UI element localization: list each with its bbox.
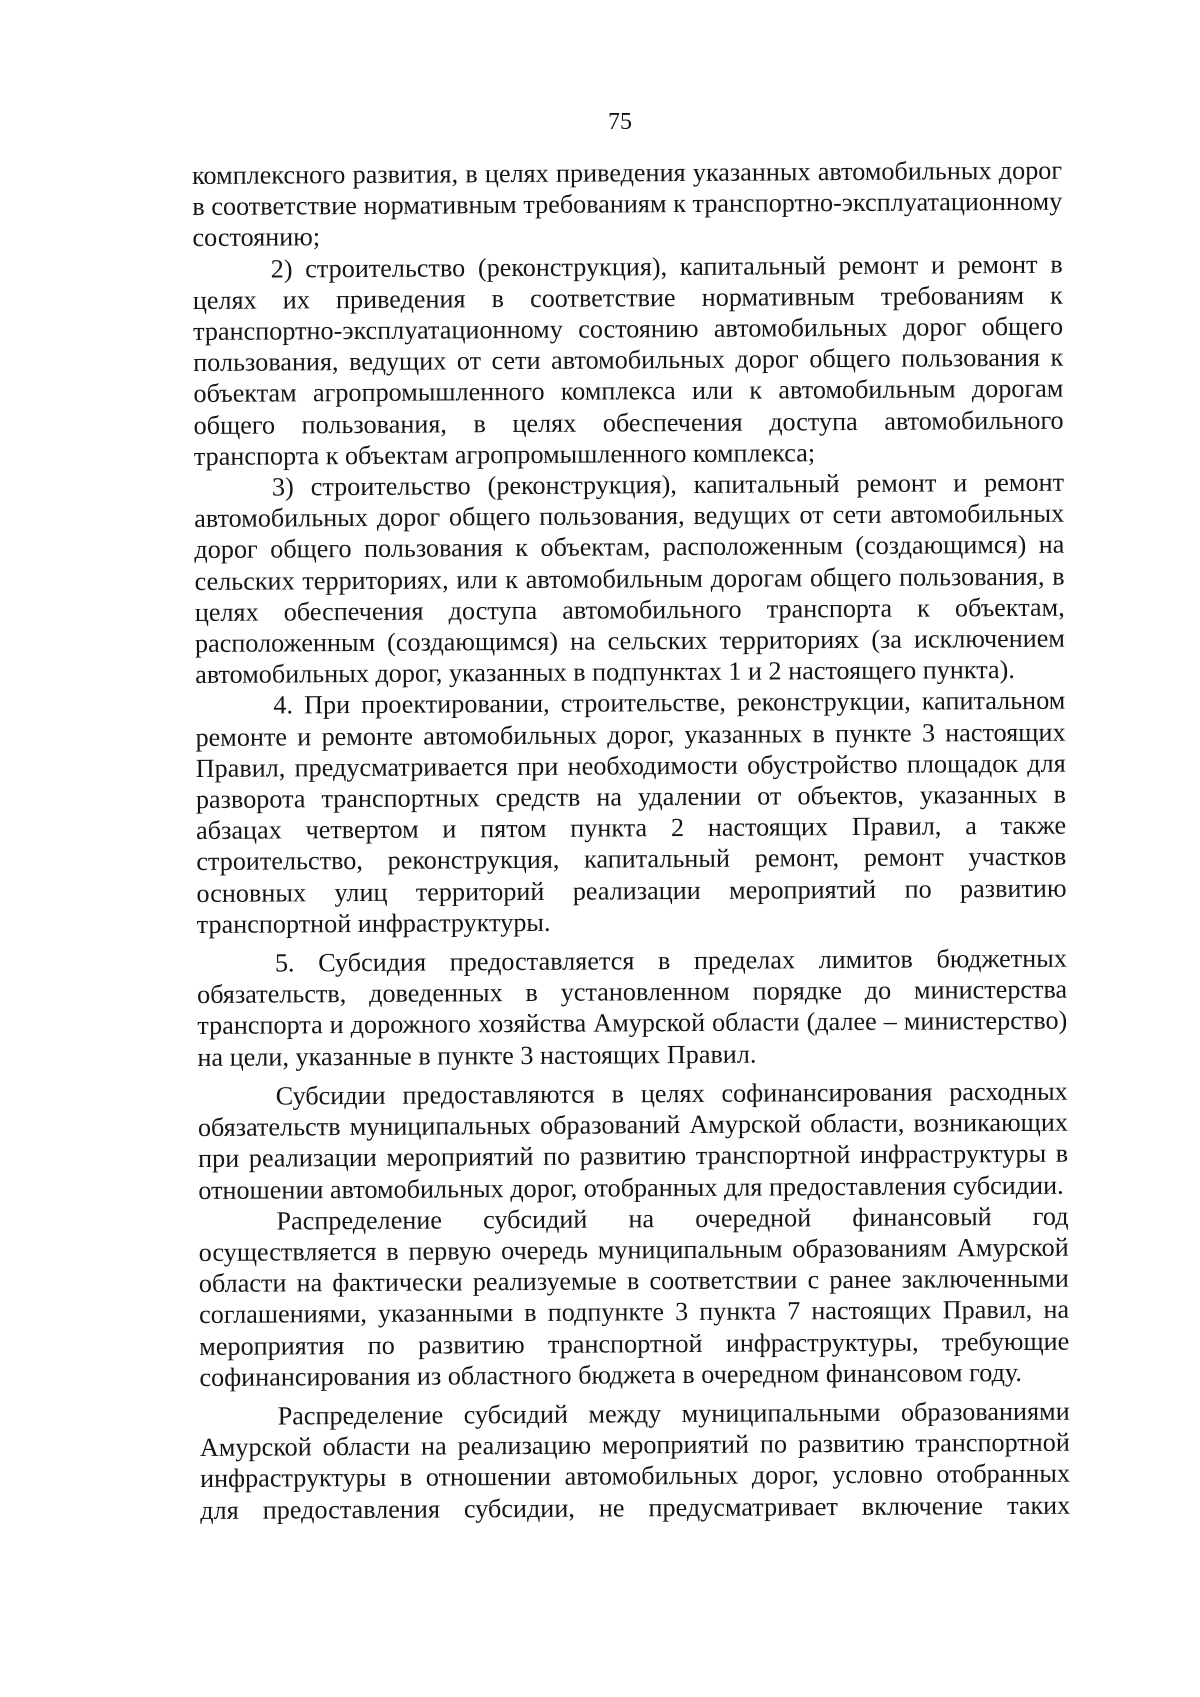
- paragraph-item-5: 5. Субсидия предоставляется в пределах лимитов бюджетных обязательств, доведенных в установленном порядке до министерства транспорта и дорожного хозяйства Амурской области (далее – министерство) на цели, указанные в пункте 3 настоящих Правил.: [197, 943, 1068, 1072]
- paragraph-subsidy-distribution-conditional: Распределение субсидий между муниципальными образованиями Амурской области на реализацию мероприятий по развитию транспортной инфраструктуры в отношении автомобильных дорог, условно отобранных для предоставления субсидии, не предусматривает включение таких: [199, 1396, 1071, 1525]
- document-body: [192, 155, 1070, 1526]
- paragraph-item-4: 4. При проектировании, строительстве, реконструкции, капитальном ремонте и ремонте автомобильных дорог, указанных в пункте 3 настоящих Правил, предусматривается при необходимости обустройство площадок для разворота транспортных средств на удалении от объектов, указанных в абзацах четвертом и пятом пункта 2 настоящих Правил, а также строительство, реконструкция, капитальный ремонт, ремонт участков основных улиц территорий реализации мероприятий по развитию транспортной инфраструктуры.: [195, 686, 1067, 939]
- page-number: 75: [608, 109, 632, 135]
- paragraph-subitem-2: 2) строительство (реконструкция), капитальный ремонт и ремонт в целях их приведения в соответствие нормативным требованиям к транспортно-эксплуатационному состоянию автомобильных дорог общего пользования, ведущих от сети автомобильных дорог общего пользования к объектам агропромышленного комплекса или к автомобильным дорогам общего пользования, в целях обеспечения доступа автомобильного транспорта к объектам агропромышленного комплекса;: [192, 249, 1064, 471]
- paragraph-subsidy-distribution-priority: Распределение субсидий на очередной финансовый год осуществляется в первую очередь муниципальным образованиям Амурской области на фактически реализуемые в соответствии с ранее заключенными соглашениями, указанными в подпункте 3 пункта 7 настоящих Правил, на мероприятия по развитию транспортной инфраструктуры, требующие софинансирования из областного бюджета в очередном финансовом году.: [198, 1201, 1070, 1392]
- paragraph-subsidy-purpose: Субсидии предоставляются в целях софинансирования расходных обязательств муниципальных образований Амурской области, возникающих при реализации мероприятий по развитию транспортной инфраструктуры в отношении автомобильных дорог, отобранных для предоставления субсидии.: [197, 1076, 1069, 1205]
- paragraph-subitem-3: 3) строительство (реконструкция), капитальный ремонт и ремонт автомобильных дорог общего пользования, ведущих от сети автомобильных дорог общего пользования к объектам, расположенным (создающимся) на сельских территориях, или к автомобильным дорогам общего пользования, в целях обеспечения доступа автомобильного транспорта к объектам, расположенным (создающимся) на сельских территориях (за исключением автомобильных дорог, указанных в подпунктах 1 и 2 настоящего пункта).: [194, 467, 1066, 690]
- paragraph-continuation: комплексного развития, в целях приведения указанных автомобильных дорог в соответствие нормативным требованиям к транспортно-эксплуатационному состоянию;: [192, 155, 1063, 253]
